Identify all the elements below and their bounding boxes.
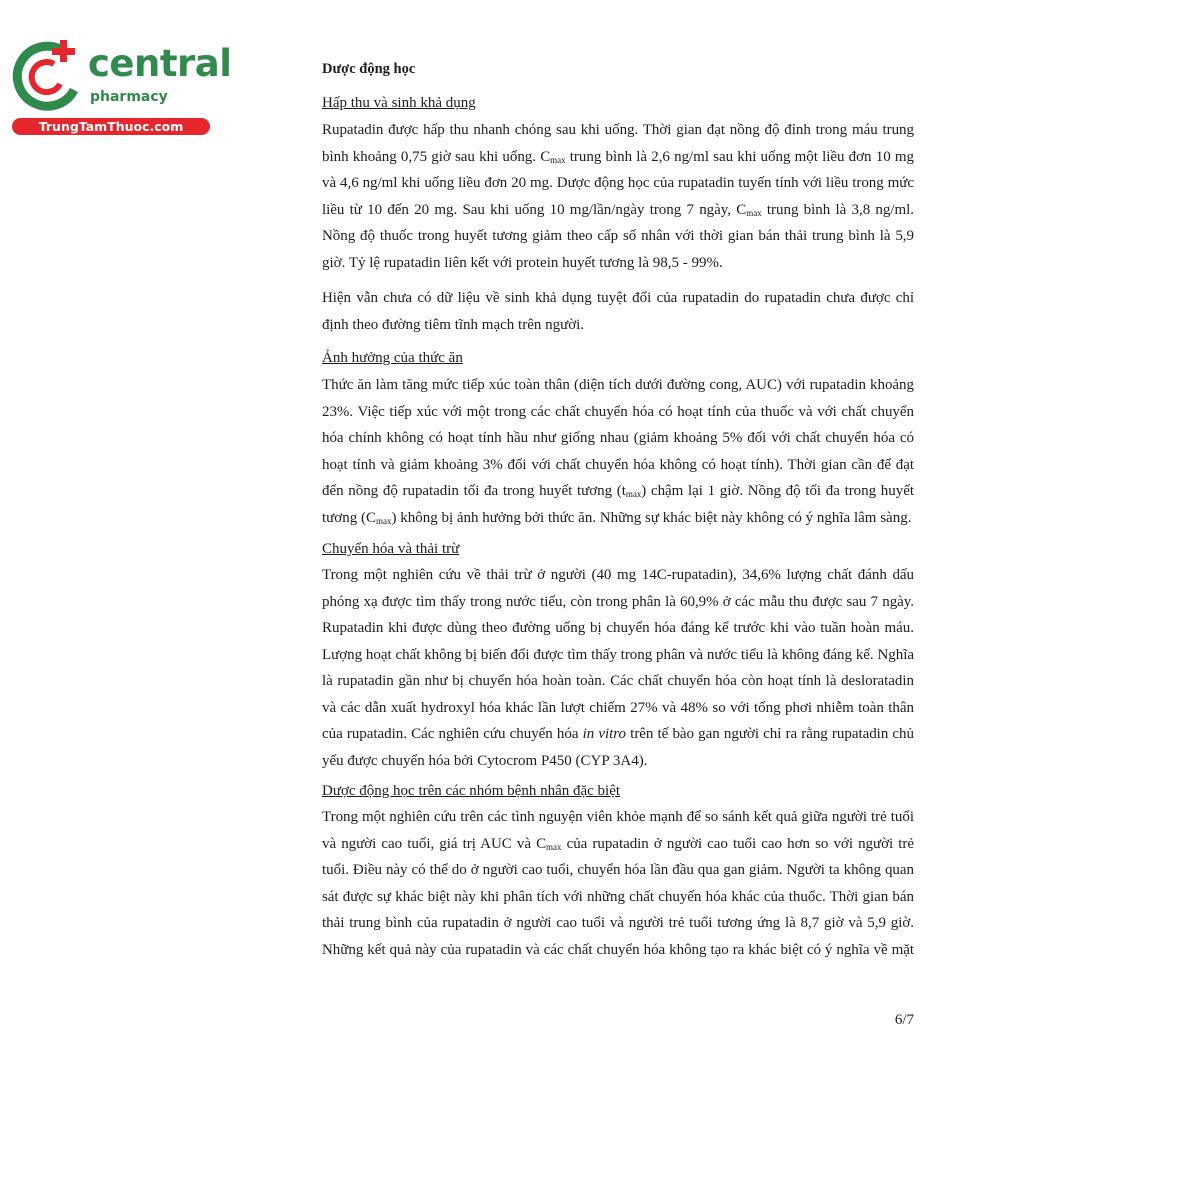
text-line: và người cao tuổi, giá trị AUC và $C_{max}$ của rupatadin ở người cao tuổi cao hơn so với người trẻ <box>322 835 914 852</box>
page-title: Dược động học <box>322 61 416 77</box>
text-line: thải trung bình của rupatadin ở người cao tuổi và người trẻ tuổi tương ứng là 8,7 giờ và 5,9 giờ. <box>322 915 914 931</box>
text-line: của rupatadin. Các nghiên cứu chuyển hóa in vitro trên tế bào gan người chỉ ra rằng rupatadin chủ <box>322 726 914 742</box>
paragraph <box>322 372 914 531</box>
pharmacy-cross-icon <box>10 38 88 116</box>
text-line: yếu được chuyển hóa bởi Cytocrom P450 (CYP 3A4). <box>322 752 648 769</box>
text-line: Lượng hoạt chất không bị biến đổi được tìm thấy trong phân và nước tiểu là không đáng kể. Nghĩa <box>322 646 914 663</box>
paragraph <box>322 285 914 338</box>
section-heading: Hấp thu và sinh khả dụng <box>322 95 476 111</box>
subscript: max <box>375 515 392 526</box>
text-line: và 4,6 ng/ml khi uống liều đơn 20 mg. Dược động học của rupatadin tuyến tính với liều trong mức <box>322 175 914 191</box>
text-line: và các dẫn xuất hydroxyl hóa khác lần lượt chiếm 27% và 48% so với tổng phơi nhiễm toàn thân <box>322 699 914 716</box>
subscript: max <box>550 154 566 165</box>
text-line: là rupatadin gần như bị chuyển hóa hoàn toàn. Các chất chuyển hóa còn hoạt tính là desloratadin <box>322 673 914 689</box>
italic-term: in vitro <box>582 726 627 742</box>
text-line: Thức ăn làm tăng mức tiếp xúc toàn thân (diện tích dưới đường cong, AUC) với rupatadin khoảng <box>322 377 914 393</box>
text-line: Rupatadin khi được dùng theo đường uống bị chuyển hóa đáng kể trước khi vào tuần hoàn máu. <box>322 620 914 636</box>
section-heading: Ảnh hưởng của thức ăn <box>322 350 463 366</box>
logo-site: TrungTamThuoc.com <box>12 118 210 135</box>
subscript: max <box>746 207 762 218</box>
text-line: sát được sự khác biệt này khi phân tích với những chất chuyển hóa khác của thuốc. Thời gian bán <box>322 888 914 905</box>
text-line: Trong một nghiên cứu trên các tình nguyện viên khỏe mạnh để so sánh kết quả giữa người trẻ tuổi <box>322 809 914 825</box>
paragraph <box>322 562 914 774</box>
text-line: Trong một nghiên cứu về thải trừ ở người (40 mg 14C-rupatadin), 34,6% lượng chất đánh dấu <box>322 567 914 583</box>
text-line: Những kết quả này của rupatadin và các chất chuyển hóa không tạo ra khác biệt có ý nghĩa về mặt <box>322 941 914 958</box>
text-line: 23%. Việc tiếp xúc với một trong các chất chuyển hóa có hoạt tính của thuốc và với chất chuyển <box>322 403 914 420</box>
section-heading: Chuyển hóa và thải trừ <box>322 541 460 557</box>
section-heading: Dược động học trên các nhóm bệnh nhân đặc biệt <box>322 783 621 799</box>
paragraph <box>322 117 914 276</box>
text-line: Rupatadin được hấp thu nhanh chóng sau khi uống. Thời gian đạt nồng độ đỉnh trong máu trung <box>322 122 914 138</box>
page-number: 6/7 <box>894 1012 914 1028</box>
logo-brand: central <box>88 42 232 85</box>
text-line: tương $(C_{max})$ không bị ảnh hưởng bởi thức ăn. Những sự khác biệt này không có ý nghĩa lâm sàng. <box>322 509 912 526</box>
text-line: Nồng độ thuốc trong huyết tương giảm theo cấp số nhân với thời gian bán thải trung bình là 5,9 <box>322 228 914 244</box>
text-line: định theo đường tiêm tĩnh mạch trên người. <box>322 316 585 333</box>
text-line: bình khoảng 0,75 giờ sau khi uống. $C_{max}$ trung bình là 2,6 ng/ml sau khi uống một liều đơn 10 mg <box>322 148 914 165</box>
central-pharmacy-logo <box>10 38 232 138</box>
subscript: max <box>546 841 562 852</box>
text-line: Hiện vẫn chưa có dữ liệu về sinh khả dụng tuyệt đối của rupatadin do rupatadin chưa được chỉ <box>322 290 914 306</box>
subscript: max <box>625 489 642 499</box>
text-line: đến nồng độ rupatadin tối đa trong huyết tương $(t_{max})$ chậm lại 1 giờ. Nồng độ tối đa trong huyết <box>322 483 914 499</box>
text-line: hóa chính không có hoạt tính hầu như giống nhau (giảm khoảng 5% đối với chất chuyển hóa có <box>322 430 914 446</box>
text-line: tuổi. Điều này có thể do ở người cao tuổi, chuyển hóa lần đầu qua gan giảm. Người ta không quan <box>322 862 914 878</box>
text-line: giờ. Tỷ lệ rupatadin liên kết với protein huyết tương là 98,5 - 99%. <box>322 254 723 271</box>
logo-subtitle: pharmacy <box>90 89 168 105</box>
text-line: liều từ 10 đến 20 mg. Sau khi uống 10 mg/lần/ngày trong 7 ngày, $C_{max}$ trung bình là 3,8 ng/ml. <box>322 201 914 218</box>
text-line: hoạt tính và giảm khoảng 3% đối với chất chuyển hóa không có hoạt tính). Thời gian cần để đạt <box>322 456 914 473</box>
paragraph <box>322 804 914 963</box>
text-line: phóng xạ được tìm thấy trong nước tiểu, còn trong phân là 60,9% ở các mẫu thu được sau 7 ngày. <box>322 593 914 610</box>
